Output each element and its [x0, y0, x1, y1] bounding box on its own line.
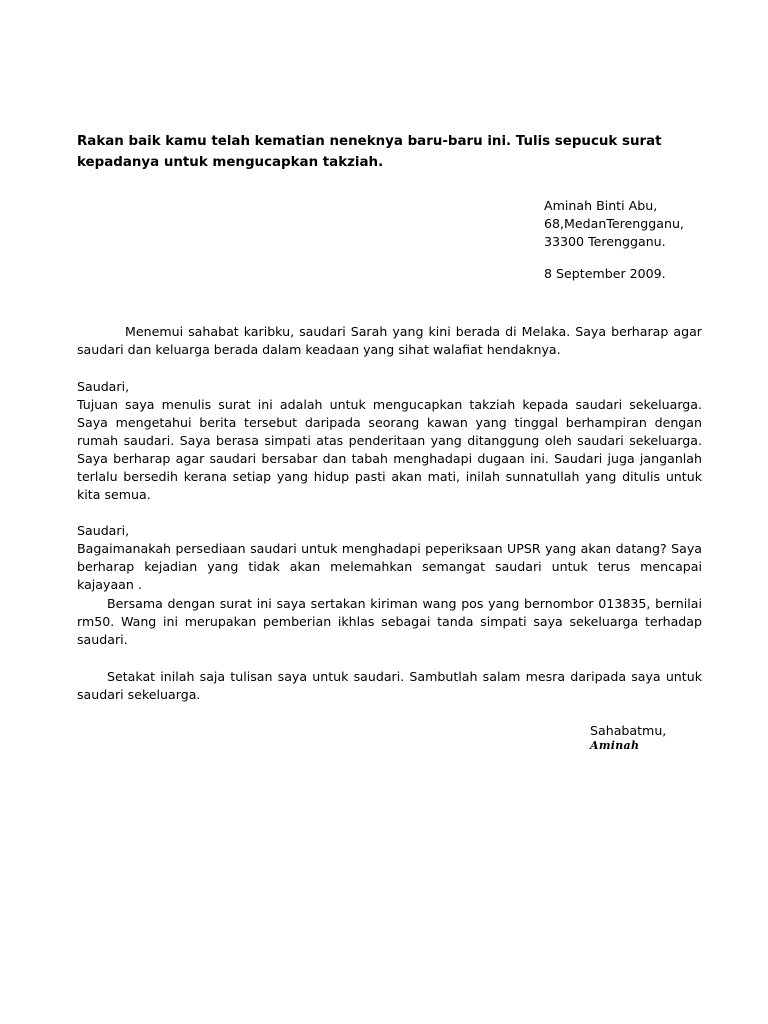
- sender-name: Aminah Binti Abu,: [544, 198, 658, 213]
- sender-street: 68,MedanTerengganu,: [544, 216, 684, 231]
- salutation-first: Saudari,: [77, 379, 130, 394]
- closing-line: Sahabatmu,: [590, 723, 667, 738]
- sender-address: [544, 197, 744, 283]
- body-paragraph-exam: Bagaimanakah persediaan saudari untuk menghadapi peperiksaan UPSR yang akan datang? Saya berharap kejadian yang tidak akan melemahkan semangat saudari untuk terus mencapai kajayaan .: [77, 541, 702, 592]
- question-prompt: Rakan baik kamu telah kematian neneknya baru-baru ini. Tulis sepucuk surat kepadanya untuk mengucapkan takziah.: [77, 134, 662, 170]
- opening-paragraph: Menemui sahabat karibku, saudari Sarah yang kini berada di Melaka. Saya berharap agar saudari dan keluarga berada dalam keadaan yang sihat walafiat hendaknya.: [77, 324, 702, 357]
- salutation-second: Saudari,: [77, 523, 130, 538]
- body-paragraph-closing: Setakat inilah saja tulisan saya untuk saudari. Sambutlah salam mesra daripada saya untuk saudari sekeluarga.: [77, 669, 702, 702]
- signature: Aminah: [590, 739, 640, 752]
- letter-date: 8 September 2009.: [544, 266, 666, 281]
- body-paragraph-condolence: Tujuan saya menulis surat ini adalah untuk mengucapkan takziah kepada saudari sekeluarga. Saya mengetahui berita tersebut daripada seorang kawan yang tinggal berhampiran dengan rumah saudari. Saya berasa simpati atas penderitaan yang ditanggung oleh saudari sekeluarga. Saya berharap agar saudari bersabar dan tabah menghadapi dugaan ini. Saudari juga janganlah terlalu bersedih kerana setiap yang hidup pasti akan mati, inilah sunnatullah yang ditulis untuk kita semua.: [77, 397, 702, 502]
- sender-city: 33300 Terengganu.: [544, 234, 666, 249]
- body-paragraph-money-order: Bersama dengan surat ini saya sertakan kiriman wang pos yang bernombor 013835, bernilai rm50. Wang ini merupakan pemberian ikhlas sebagai tanda simpati saya sekeluarga terhadap saudari.: [77, 596, 702, 647]
